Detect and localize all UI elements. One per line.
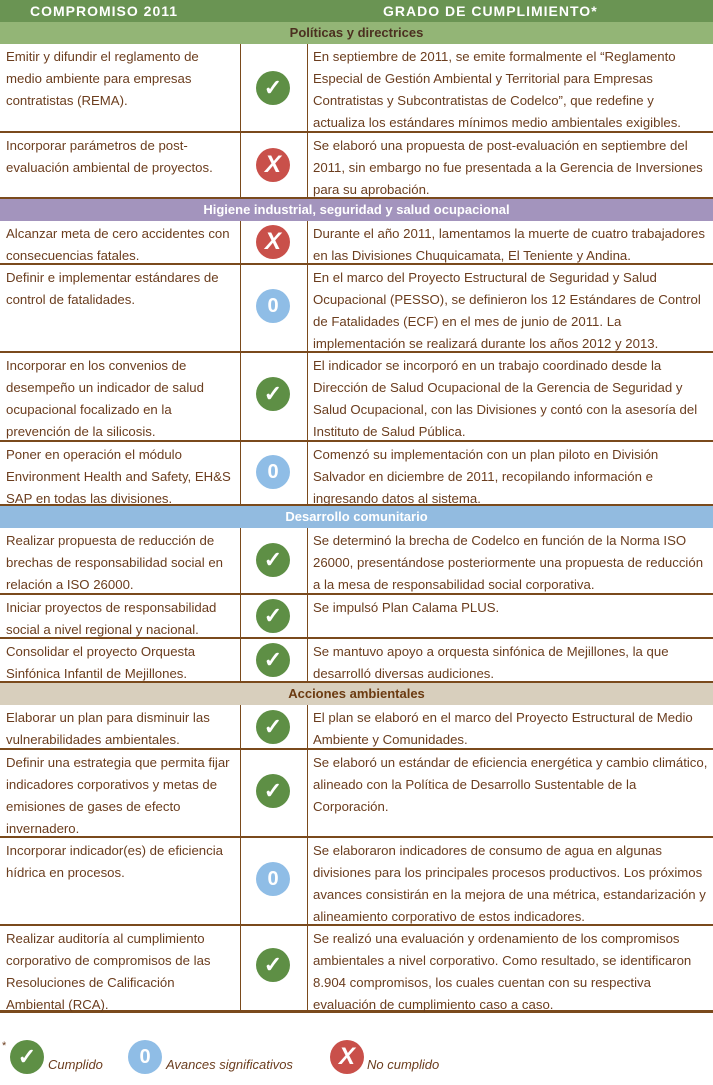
- compliance-text: Durante el año 2011, lamentamos la muerte de cuatro trabajadores en las Divisiones Chuquicamata, El Teniente y Andina.: [313, 226, 705, 263]
- compliance-text: Se realizó una evaluación y ordenamiento de los compromisos ambientales a nivel corporativo. Como resultado, se identificaron 8.904 compromisos, los cuales cuentan con su respectiva evaluación de cumplimiento caso a caso.: [313, 931, 692, 1012]
- table-row: [0, 442, 713, 506]
- compliance-text: El indicador se incorporó en un trabajo coordinado desde la Dirección de Salud Ocupacional de la Gerencia de Seguridad y Salud Ocupacional, con las Divisiones y contó con la asesoría del Instituto de Salud Pública.: [313, 358, 698, 439]
- commitment-text: Definir una estrategia que permita fijar indicadores corporativos y metas de emisiones de gases de efecto invernadero.: [6, 755, 230, 836]
- commitment-text: Incorporar indicador(es) de eficiencia hídrica en procesos.: [6, 843, 223, 880]
- check-icon: ✓: [256, 71, 290, 105]
- table-row: [0, 353, 713, 442]
- check-icon: ✓: [10, 1040, 44, 1074]
- legend-label-avances: Avances significativos: [166, 1057, 293, 1072]
- table-row: [0, 221, 713, 265]
- commitment-text: Realizar auditoría al cumplimiento corporativo de compromisos de las Resoluciones de Calificación Ambiental (RCA).: [6, 931, 211, 1012]
- compliance-text: Se elaboró un estándar de eficiencia energética y cambio climático, alineado con la Política de Desarrollo Sustentable de la Corporación.: [313, 755, 708, 814]
- zero-icon: 0: [256, 862, 290, 896]
- table-row: [0, 133, 713, 199]
- compliance-text: En septiembre de 2011, se emite formalmente el “Reglamento Especial de Gestión Ambiental y Territorial para Empresas Contratistas y Subcontratistas de Codelco”, que redefine y actualiza los estándares mínimos medio ambientales exigibles.: [313, 49, 681, 130]
- commitment-text: Elaborar un plan para disminuir las vulnerabilidades ambientales.: [6, 710, 210, 747]
- check-icon: ✓: [256, 377, 290, 411]
- check-icon: ✓: [256, 948, 290, 982]
- check-icon: ✓: [256, 643, 290, 677]
- compliance-text: Se determinó la brecha de Codelco en función de la Norma ISO 26000, presentándose posteriormente una propuesta de reducción a la mesa de responsabilidad social corporativa.: [313, 533, 704, 592]
- x-icon: X: [330, 1040, 364, 1074]
- commitment-text: Incorporar parámetros de post-evaluación ambiental de proyectos.: [6, 138, 213, 175]
- check-icon: ✓: [256, 774, 290, 808]
- x-icon: X: [256, 225, 290, 259]
- compliance-text: Se elaboró una propuesta de post-evaluación en septiembre del 2011, sin embargo no fue presentada a la Gerencia de Inversiones para su aprobación.: [313, 138, 703, 197]
- section-header: Políticas y directrices: [0, 22, 713, 44]
- compliance-text: En el marco del Proyecto Estructural de Seguridad y Salud Ocupacional (PESSO), se definieron los 12 Estándares de Control de Fatalidades (ECF) en el mes de junio de 2011. La implementación se realizará durante los años 2012 y 2013.: [313, 270, 701, 351]
- zero-icon: 0: [128, 1040, 162, 1074]
- commitment-text: Realizar propuesta de reducción de brechas de responsabilidad social en relación a ISO 26000.: [6, 533, 224, 592]
- commitment-text: Definir e implementar estándares de control de fatalidades.: [6, 270, 219, 307]
- table-row: [0, 838, 713, 926]
- x-icon: X: [256, 148, 290, 182]
- table-row: [0, 926, 713, 1013]
- header-compliance: GRADO DE CUMPLIMIENTO*: [383, 3, 598, 19]
- commitment-text: Incorporar en los convenios de desempeño un indicador de salud ocupacional focalizado en la prevención de la silicosis.: [6, 358, 204, 439]
- commitment-text: Iniciar proyectos de responsabilidad social a nivel regional y nacional.: [6, 600, 217, 637]
- commitment-text: Alcanzar meta de cero accidentes con consecuencias fatales.: [6, 226, 230, 263]
- compliance-text: Se elaboraron indicadores de consumo de agua en algunas divisiones para los principales procesos productivos. Los próximos avances consistirán en la mejora de una métrica, estandarización y alineamiento corporativo de estos indicadores.: [313, 843, 706, 924]
- table-row: [0, 44, 713, 133]
- zero-icon: 0: [256, 289, 290, 323]
- table-row: [0, 595, 713, 639]
- check-icon: ✓: [256, 710, 290, 744]
- table-header: [0, 0, 713, 22]
- compliance-text: El plan se elaboró en el marco del Proyecto Estructural de Medio Ambiente y Comunidades.: [313, 710, 693, 747]
- compliance-text: Se mantuvo apoyo a orquesta sinfónica de Mejillones, la que desarrolló diversas audiciones.: [313, 644, 669, 681]
- section-header: Acciones ambientales: [0, 683, 713, 705]
- commitment-text: Consolidar el proyecto Orquesta Sinfónica Infantil de Mejillones.: [6, 644, 196, 681]
- header-commitment: COMPROMISO 2011: [30, 3, 179, 19]
- legend-label-no-cumplido: No cumplido: [367, 1057, 440, 1072]
- table-row: [0, 639, 713, 683]
- commitment-text: Emitir y difundir el reglamento de medio ambiente para empresas contratistas (REMA).: [6, 49, 199, 108]
- commitment-text: Poner en operación el módulo Environment Health and Safety, EH&S SAP en todas las divisiones.: [6, 447, 231, 506]
- table-row: [0, 265, 713, 353]
- compliance-text: Comenzó su implementación con un plan piloto en División Salvador en diciembre de 2011, recopilando información e ingresando datos al sistema.: [313, 447, 659, 506]
- legend-asterisk: *: [2, 1040, 7, 1052]
- table-row: [0, 705, 713, 750]
- legend-label-cumplido: Cumplido: [48, 1057, 103, 1072]
- legend: [0, 1040, 713, 1080]
- table-row: [0, 750, 713, 838]
- zero-icon: 0: [256, 455, 290, 489]
- section-header: Desarrollo comunitario: [0, 506, 713, 528]
- section-header: Higiene industrial, seguridad y salud ocupacional: [0, 199, 713, 221]
- check-icon: ✓: [256, 599, 290, 633]
- compliance-text: Se impulsó Plan Calama PLUS.: [313, 600, 500, 615]
- check-icon: ✓: [256, 543, 290, 577]
- table-row: [0, 528, 713, 595]
